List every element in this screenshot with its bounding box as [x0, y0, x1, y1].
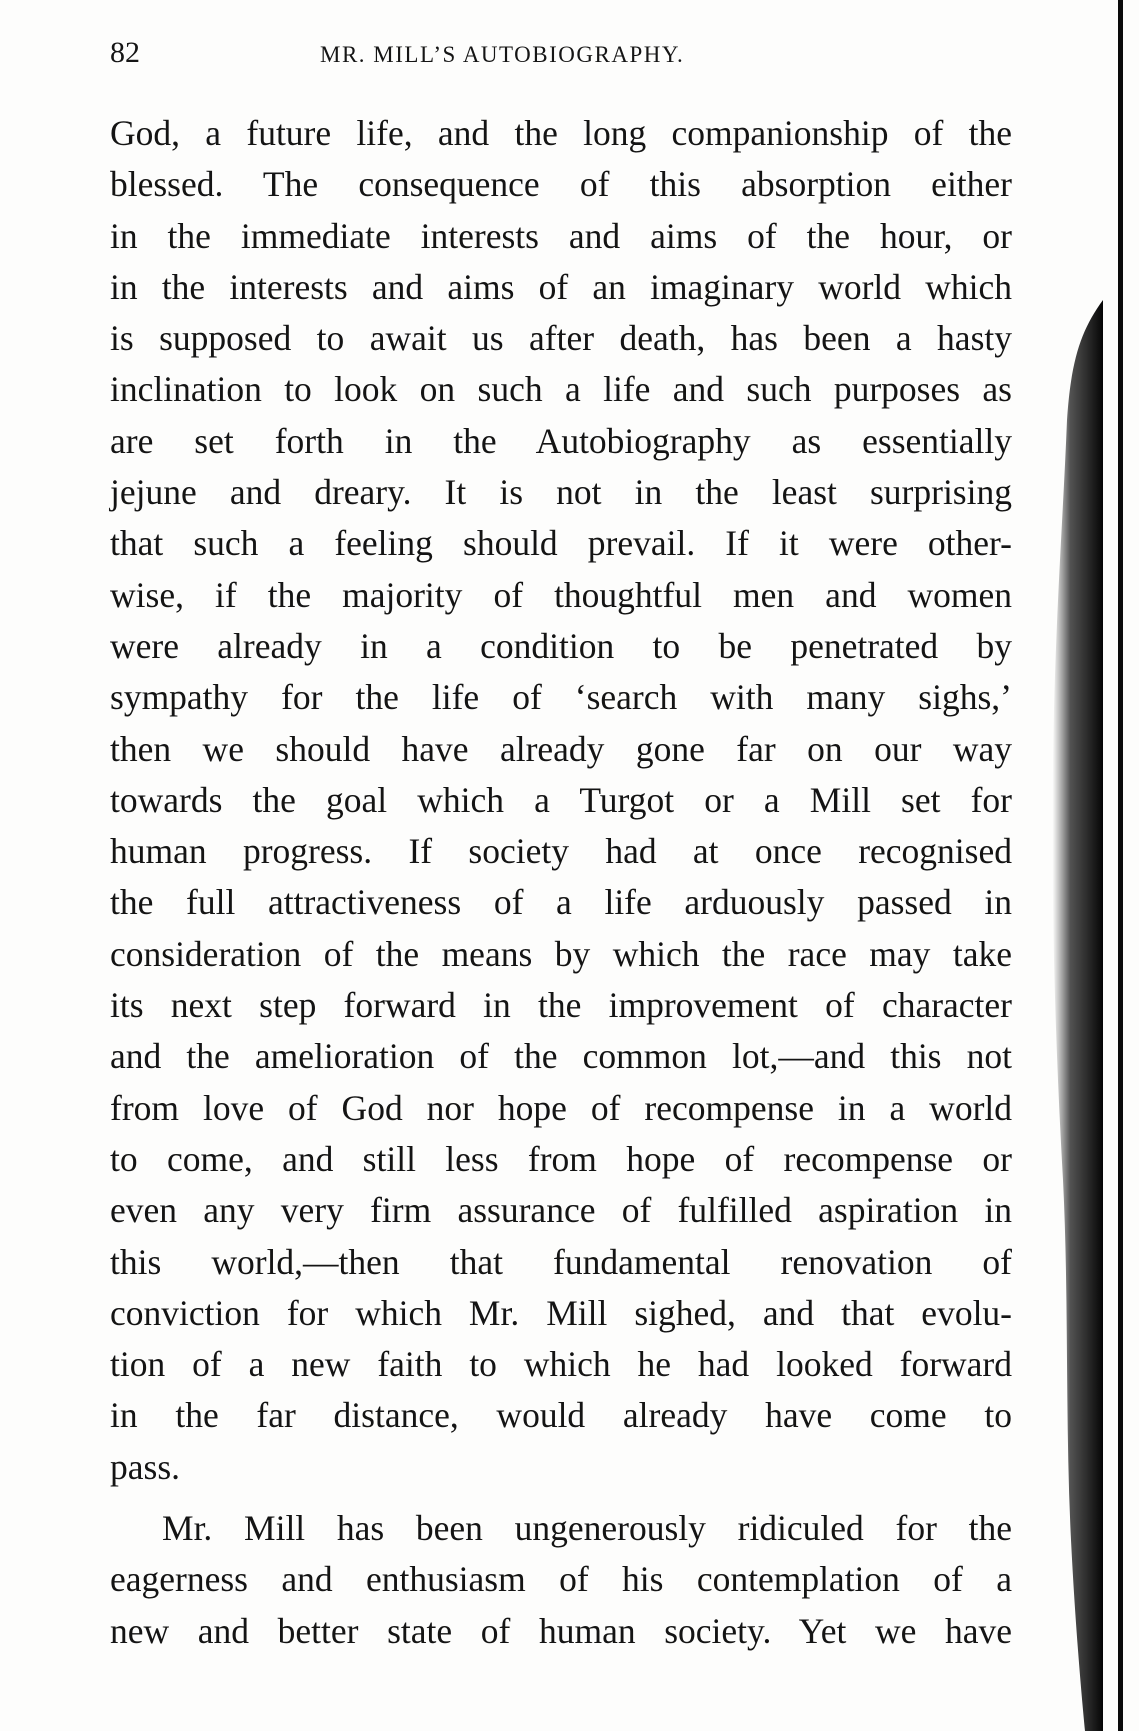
- text-line: consideration of the means by which the race may take: [110, 933, 1012, 974]
- text-line: this world,—then that fundamental renovation of: [110, 1241, 1012, 1282]
- text-line: are set forth in the Autobiography as essentially: [110, 420, 1012, 461]
- text-line: in the immediate interests and aims of the hour, or: [110, 215, 1012, 256]
- text-line: in the far distance, would already have come to: [110, 1395, 1012, 1436]
- text-line: inclination to look on such a life and such purposes as: [110, 369, 1012, 410]
- text-line: from love of God nor hope of recompense in a world: [110, 1087, 1012, 1128]
- text-line: even any very firm assurance of fulfilled aspiration in: [110, 1190, 1012, 1231]
- page-number: 82: [110, 36, 140, 69]
- text-line: conviction for which Mr. Mill sighed, and that evolu-: [110, 1292, 1012, 1333]
- text-line: the full attractiveness of a life arduously passed in: [110, 882, 1012, 923]
- paragraph-2: [110, 1503, 1012, 1657]
- text-line: were already in a condition to be penetrated by: [110, 625, 1012, 666]
- text-line: sympathy for the life of ‘search with many sighs,’: [110, 677, 1012, 718]
- paragraph-gap: [110, 1493, 1012, 1503]
- text-line: Mr. Mill has been ungenerously ridiculed for the: [162, 1508, 1012, 1549]
- text-line: and the amelioration of the common lot,—and this not: [110, 1036, 1012, 1077]
- text-line: tion of a new faith to which he had looked forward: [110, 1344, 1012, 1385]
- page-header: [110, 36, 930, 76]
- text-line: wise, if the majority of thoughtful men and women: [110, 574, 1012, 615]
- binding-edge: [1118, 0, 1123, 1731]
- text-line: eagerness and enthusiasm of his contemplation of a: [110, 1559, 1012, 1600]
- text-line: jejune and dreary. It is not in the least surprising: [110, 472, 1012, 513]
- text-line: to come, and still less from hope of recompense or: [110, 1138, 1012, 1179]
- text-line: its next step forward in the improvement of character: [110, 985, 1012, 1026]
- text-line: God, a future life, and the long companionship of the: [110, 113, 1012, 153]
- binding-shadow: [1041, 0, 1103, 1731]
- text-line: that such a feeling should prevail. If it were other-: [110, 523, 1012, 564]
- text-line: towards the goal which a Turgot or a Mill set for: [110, 779, 1012, 820]
- text-line: in the interests and aims of an imaginary world which: [110, 266, 1012, 307]
- text-line: then we should have already gone far on our way: [110, 728, 1012, 769]
- text-line: blessed. The consequence of this absorption either: [110, 164, 1012, 205]
- text-line: pass.: [110, 1446, 181, 1487]
- paragraph-1: [110, 108, 1012, 1493]
- text-line: new and better state of human society. Yet we have: [110, 1610, 1012, 1651]
- text-line: human progress. If society had at once recognised: [110, 831, 1012, 872]
- body-text: [110, 108, 1012, 1657]
- text-line: is supposed to await us after death, has been a hasty: [110, 318, 1012, 359]
- running-head: MR. MILL’S AUTOBIOGRAPHY.: [320, 42, 685, 67]
